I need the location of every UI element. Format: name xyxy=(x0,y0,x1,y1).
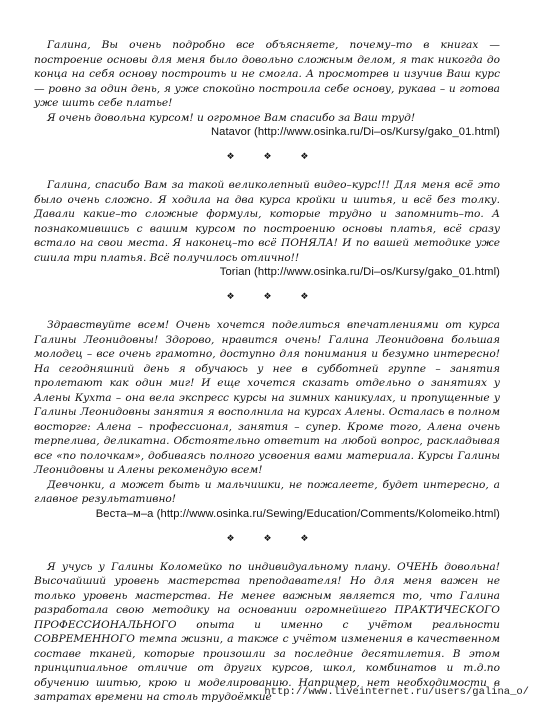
review-paragraph: Галина, спасибо Вам за такой великолепный видео–курс!!! Для меня всё это было очень сложно. Я ходила на два курса кройки и шитья, и всё без толку. Давали какие–то сложные формулы, которые трудно и запомнить–то. А познакомившись с вашим курсом по построению основы платья, всё сразу встало на свои места. Я наконец–то всё ПОНЯЛА! И по вашей методике уже сшила три платья. Всё получилось отлично!! xyxy=(34,179,500,264)
review-3 xyxy=(34,318,500,507)
document-page xyxy=(34,38,500,705)
review-paragraph: Я очень довольна курсом! и огромное Вам спасибо за Ваш труд! xyxy=(47,111,416,124)
separator-ornament: ❖ ❖ ❖ xyxy=(226,533,322,544)
review-1 xyxy=(34,38,500,125)
review-paragraph: Девчонки, а может быть и мальчишки, не пожалеете, будет интересно, а главное результативно! xyxy=(34,478,500,505)
separator-ornament: ❖ ❖ ❖ xyxy=(226,152,322,162)
review-paragraph: Здравствуйте всем! Очень хочется поделиться впечатлениями от курса Галины Леонидовны! Здорово, нравится очень! Галина Леонидовна большая молодец – все очень грамотно, доступно для понимания и безумно интересно! На сегодняшний день я обучаюсь у нее в субботней группе – занятия пролетают как один миг! И еще хочется сказать отдельно о занятиях у Алены Кухта – она вела экспресс курсы на зимних каникулах, и пропущенные у Галины Леонидовны занятия я восполнила на курсах Алены. Осталась в полном восторге: Алена – профессионал, занятия – супер. Кроме того, Алена очень терпелива, деликатна. Обстоятельно ответит на любой вопрос, раскладывая все «по полочкам», добиваясь полного усвоения вами материала. Курсы Галины Леонидовны и Алены рекомендую всем! xyxy=(34,319,500,476)
review-4 xyxy=(34,560,500,705)
review-source: Веста–м–а (http://www.osinka.ru/Sewing/Education/Comments/Kolomeiko.html) xyxy=(95,507,500,520)
review-source: Natavor (http://www.osinka.ru/Di–os/Kursy/gako_01.html) xyxy=(210,126,500,138)
review-2 xyxy=(34,178,500,265)
review-paragraph: Я учусь у Галины Коломейко по индивидуальному плану. ОЧЕНЬ довольна! Высочайший уровень мастерства преподавателя! Но для меня важен не только уровень мастерства. Не менее важным является то, что Галина разработала свою методику на основании огромнейшего ПРАКТИЧЕСКОГО ПРОФЕССИОНАЛЬНОГО опыта и именно с учётом реальности СОВРЕМЕННОГО темпа жизни, а также с учётом изменения в качественном составе тканей, которые произошли за последние десятилетия. В этом принципиальное отличие от других курсов, школ, комбинатов и т.д.по обучению шитью, крою и моделированию. Например, нет необходимости в затратах времени на столь трудоёмкие xyxy=(34,560,500,703)
separator-ornament: ❖ ❖ ❖ xyxy=(226,292,322,302)
watermark-url: http://www.liveinternet.ru/users/galina_o/ xyxy=(264,686,529,698)
review-paragraph: Галина, Вы очень подробно все объясняете, почему–то в книгах — построение основы для меня было довольно сложным делом, я так никогда до конца на себя основу построить и не смогла. А просмотрев и изучив Ваш курс — ровно за один день, я уже спокойно построила себе основу, рукава – и готова уже шить себе платье! xyxy=(34,39,500,109)
review-source: Torian (http://www.osinka.ru/Di–os/Kursy/gako_01.html) xyxy=(219,266,500,278)
